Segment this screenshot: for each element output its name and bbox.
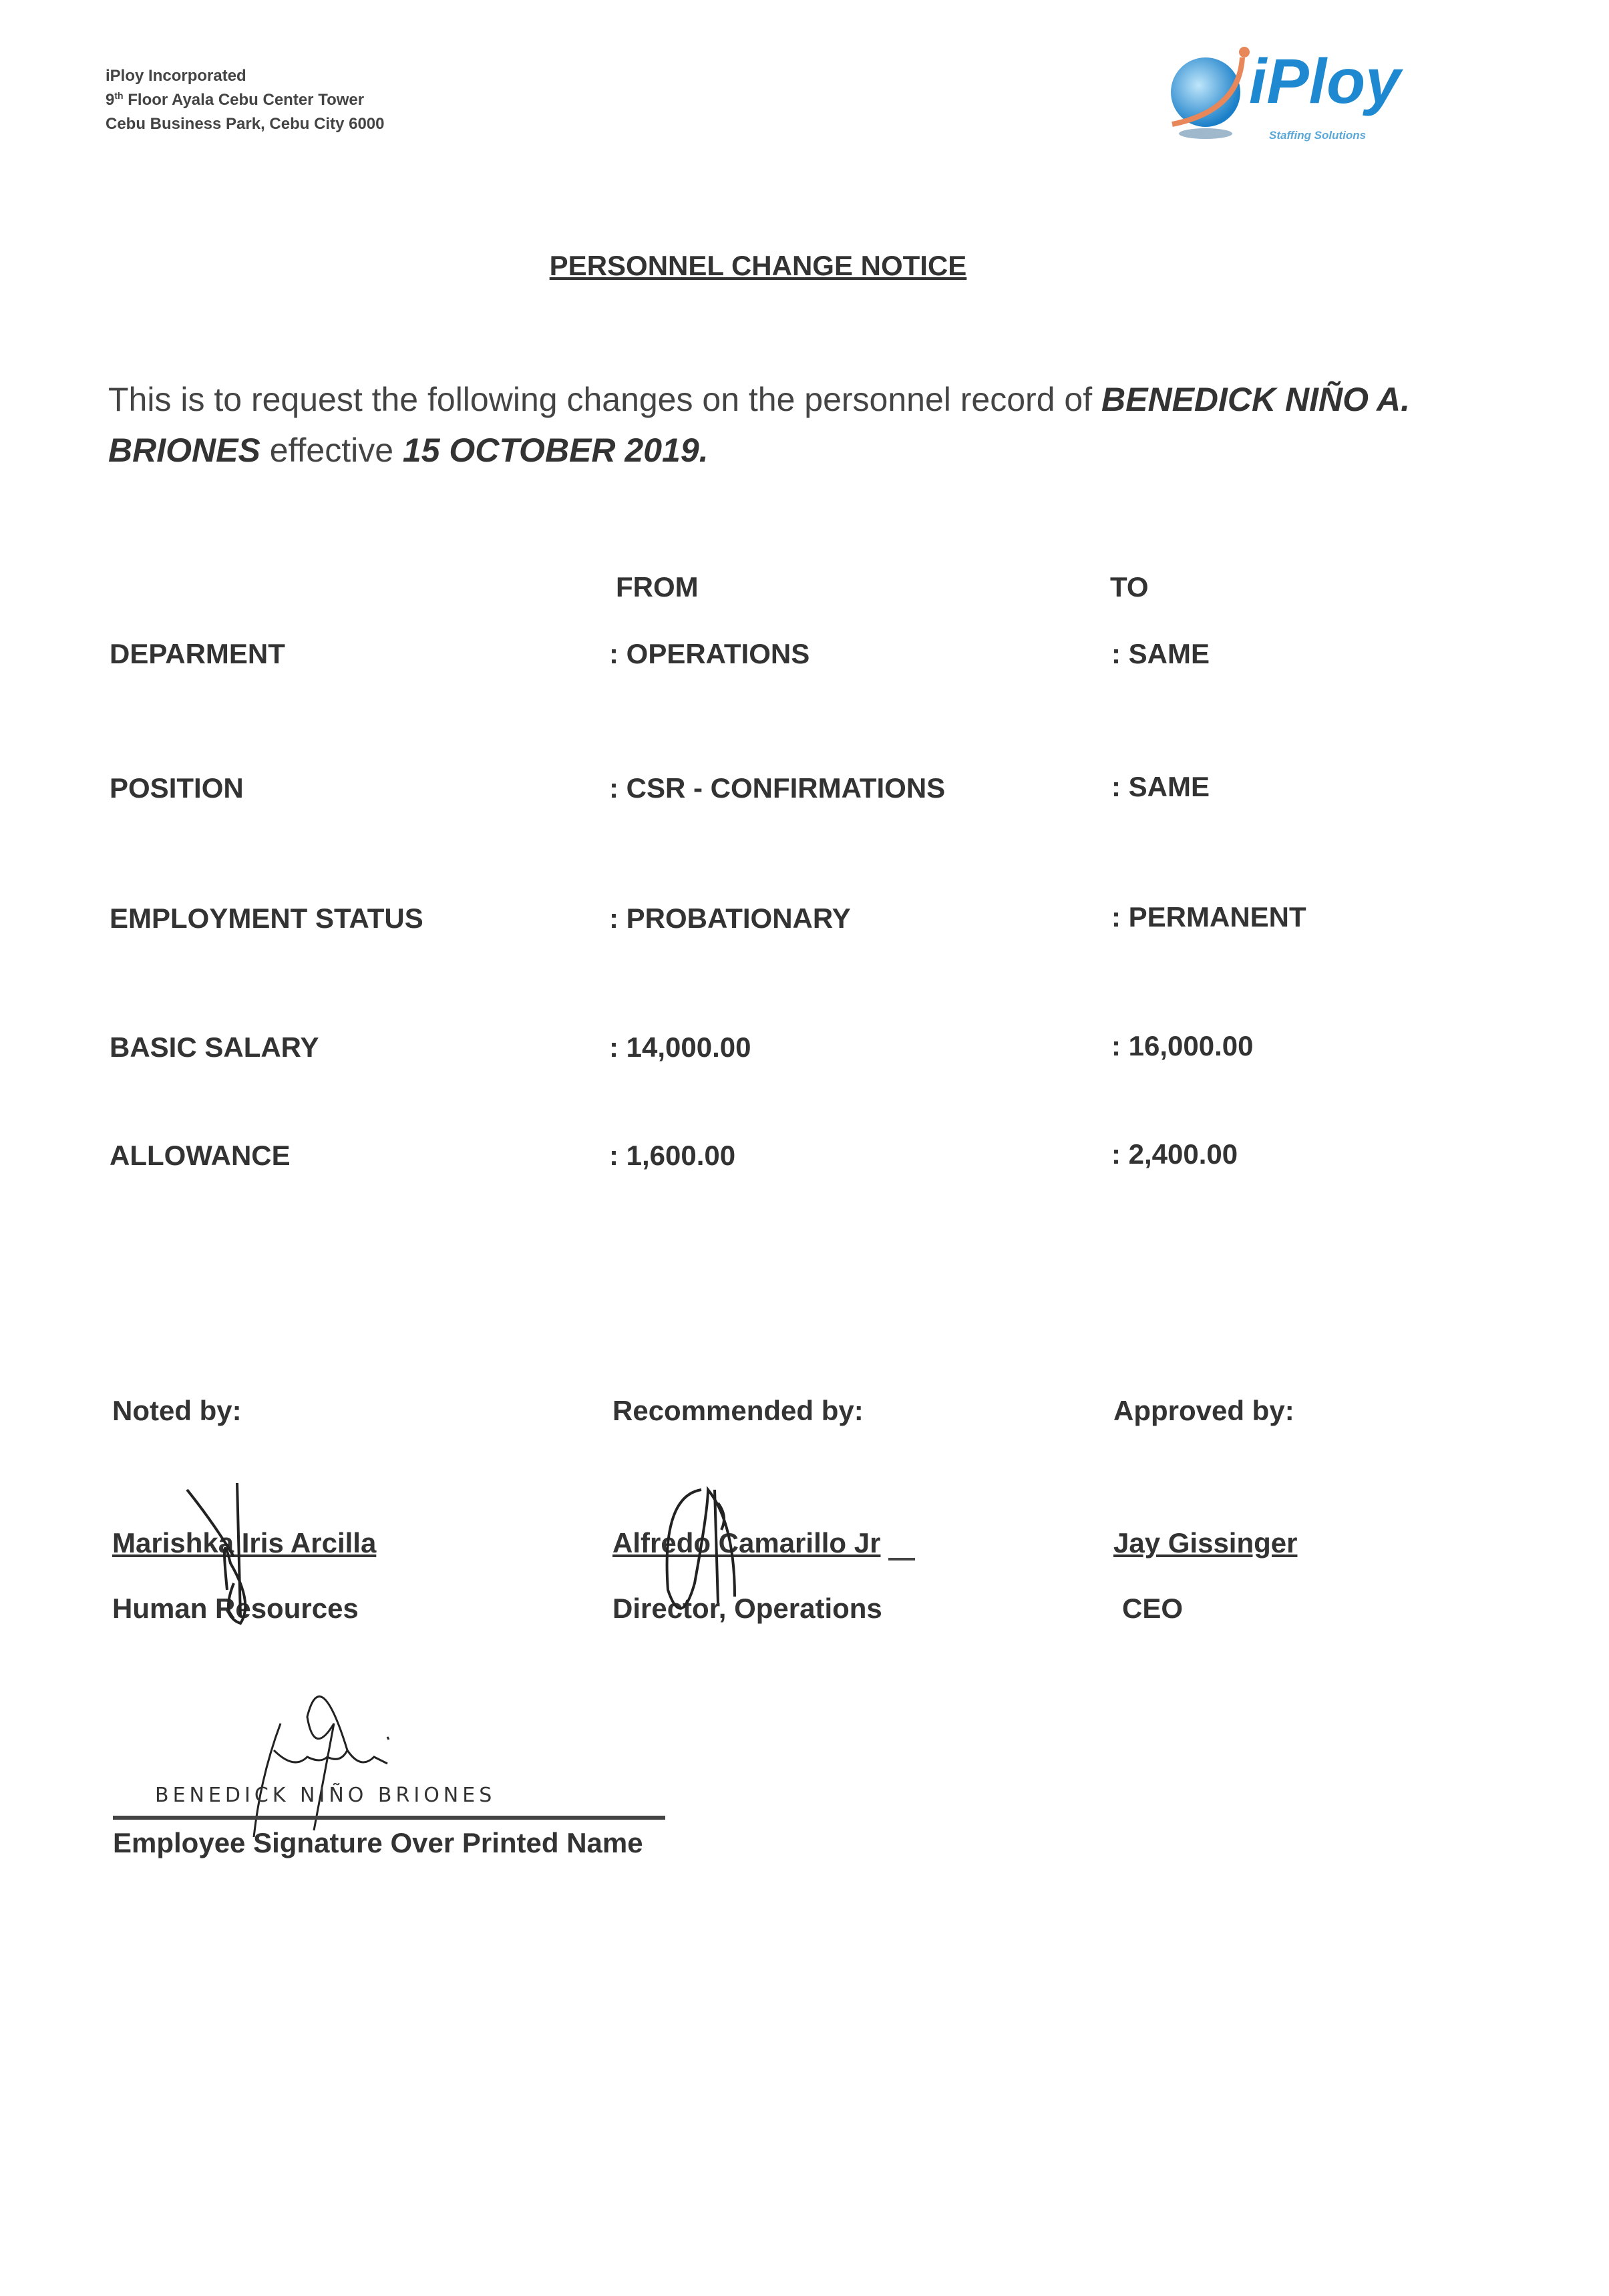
row-to: : PERMANENT	[1111, 901, 1306, 933]
employee-caption: Employee Signature Over Printed Name	[113, 1827, 643, 1858]
signatory-title: Human Resources	[112, 1593, 359, 1624]
address-line-2: Cebu Business Park, Cebu City 6000	[106, 115, 385, 133]
row-label: BASIC SALARY	[110, 1031, 319, 1063]
row-label: DEPARMENT	[110, 638, 285, 669]
signature-mark	[180, 1483, 301, 1630]
caption: Recommended by:	[612, 1395, 864, 1426]
company-address	[106, 64, 385, 136]
row-from: : 1,600.00	[609, 1140, 736, 1171]
row-to: : SAME	[1111, 771, 1210, 802]
row-to: : 2,400.00	[1111, 1138, 1238, 1170]
row-label: POSITION	[110, 772, 244, 804]
row-from: : OPERATIONS	[609, 638, 810, 669]
signatory-name: Marishka Iris Arcilla	[112, 1527, 377, 1559]
row-from: : CSR - CONFIRMATIONS	[609, 772, 946, 804]
signatory-title: Director, Operations	[612, 1593, 882, 1624]
underline-extension	[888, 1558, 915, 1561]
row-label: EMPLOYMENT STATUS	[110, 903, 423, 934]
handwritten-printed-name: BENEDICK NIÑO BRIONES	[155, 1784, 496, 1807]
row-label: ALLOWANCE	[110, 1140, 291, 1171]
signatory-name: Jay Gissinger	[1113, 1527, 1298, 1559]
row-from: : 14,000.00	[609, 1031, 751, 1063]
signatory-name: Alfredo Camarillo Jr	[612, 1527, 881, 1559]
company-name: iPloy Incorporated	[106, 67, 246, 85]
address-line-1: 9th Floor Ayala Cebu Center Tower	[106, 90, 365, 109]
logo-tagline: Staffing Solutions	[1269, 129, 1367, 142]
row-to: : SAME	[1111, 638, 1210, 669]
row-to: : 16,000.00	[1111, 1030, 1254, 1061]
signatory-title: CEO	[1122, 1593, 1184, 1624]
from-header: FROM	[616, 571, 699, 603]
employee-name: BENEDICK NIÑO A. BRIONES	[108, 381, 1411, 469]
signature-mark	[655, 1483, 775, 1630]
to-header: TO	[1110, 571, 1149, 603]
document-title: PERSONNEL CHANGE NOTICE	[549, 250, 967, 281]
effective-date: 15 OCTOBER 2019.	[402, 432, 709, 469]
row-from: : PROBATIONARY	[609, 903, 851, 934]
signature-line	[113, 1816, 665, 1820]
logo-wordmark: iPloy	[1249, 46, 1401, 117]
caption: Approved by:	[1113, 1395, 1294, 1426]
caption: Noted by:	[112, 1395, 242, 1426]
iploy-logo	[1159, 44, 1433, 144]
intro-paragraph: This is to request the following changes on the personnel record of BENEDICK NIÑO A. BRIONES effective 15 OCTOBER 2019.	[108, 381, 1411, 469]
